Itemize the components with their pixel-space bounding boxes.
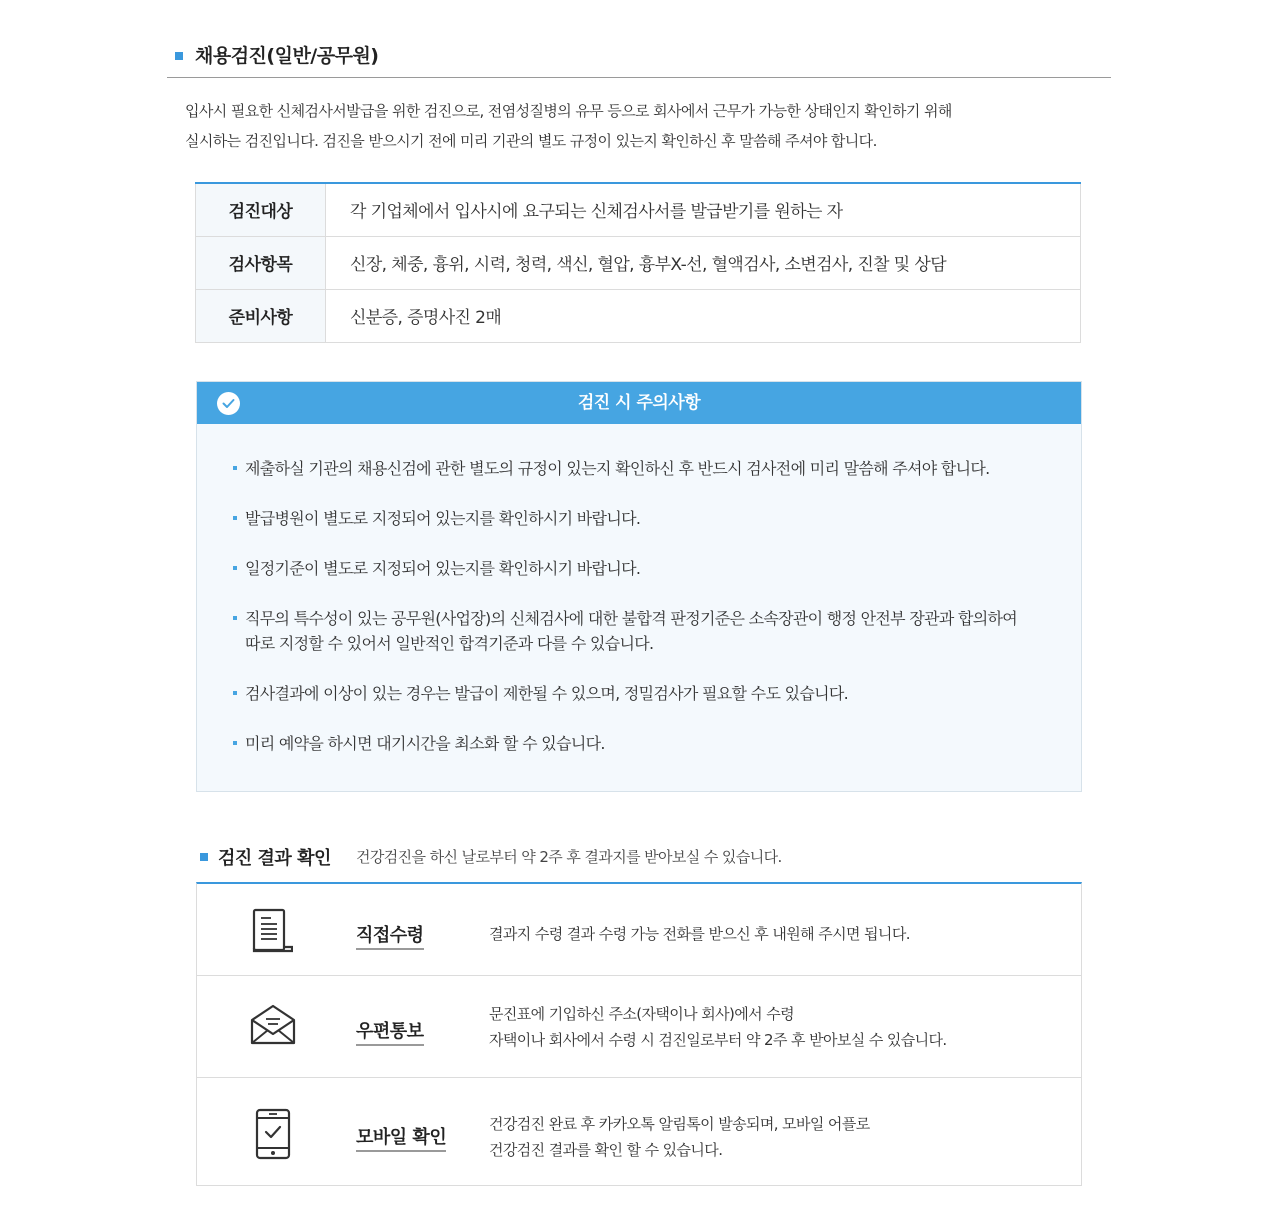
table-row — [196, 289, 1081, 342]
description-line: 자택이나 회사에서 수령 시 검진일로부터 약 2주 후 받아보실 수 있습니다. — [489, 1031, 947, 1049]
description-line: 건강검진 완료 후 카카오톡 알림톡이 발송되며, 모바일 어플로 — [489, 1115, 870, 1133]
list-item — [233, 456, 1063, 481]
list-item — [233, 506, 1063, 531]
bullet-icon — [233, 691, 237, 695]
list-item-text: 직무의 특수성이 있는 공무원(사업장)의 신체검사에 대한 불합격 판정기준은 소속장관이 행정 안전부 장관과 합의하여 — [245, 609, 1018, 628]
results-title: 검진 결과 확인 — [218, 848, 331, 869]
intro-line: 실시하는 검진입니다. 검진을 받으시기 전에 미리 기관의 별도 규정이 있는지 확인하신 후 말씀해 주셔야 합니다. — [185, 132, 877, 150]
list-item — [233, 731, 1063, 756]
list-item-text: 발급병원이 별도로 지정되어 있는지를 확인하시기 바랍니다. — [245, 509, 641, 528]
list-item-text: 일정기준이 별도로 지정되어 있는지를 확인하시기 바랍니다. — [245, 559, 641, 578]
description-line: 건강검진 결과를 확인 할 수 있습니다. — [489, 1141, 723, 1159]
bullet-icon — [233, 741, 237, 745]
mail-icon — [249, 1002, 297, 1050]
list-item-text: 검사결과에 이상이 있는 경우는 발급이 제한될 수 있으며, 정밀검사가 필요할 수도 있습니다. — [245, 684, 848, 703]
bullet-icon — [233, 616, 237, 620]
list-item — [233, 556, 1063, 581]
check-circle-icon — [217, 392, 240, 415]
list-item-text: 제출하실 기관의 채용신검에 관한 별도의 규정이 있는지 확인하신 후 반드시 검사전에 미리 말씀해 주셔야 합니다. — [245, 459, 990, 478]
table-value-cell: 신분증, 증명사진 2매 — [326, 289, 1081, 342]
description-line: 결과지 수령 결과 수령 가능 전화를 받으신 후 내원해 주시면 됩니다. — [489, 925, 910, 943]
results-table — [196, 882, 1082, 1186]
result-method-description — [489, 921, 910, 947]
document-icon — [249, 908, 293, 958]
square-bullet-icon — [175, 52, 183, 60]
notice-title: 검진 시 주의사항 — [577, 393, 701, 413]
results-header — [196, 840, 1082, 882]
list-item-text: 따로 지정할 수 있어서 일반적인 합격기준과 다를 수 있습니다. — [245, 634, 654, 653]
result-method-label: 모바일 확인 — [356, 1123, 446, 1152]
intro-text — [185, 96, 1085, 156]
list-item-text: 미리 예약을 하시면 대기시간을 최소화 할 수 있습니다. — [245, 734, 605, 753]
square-bullet-icon — [200, 853, 208, 861]
result-method-description — [489, 1111, 870, 1163]
checkup-info-table — [195, 182, 1081, 343]
description-line: 문진표에 기입하신 주소(자택이나 회사)에서 수령 — [489, 1005, 794, 1023]
page-title: 채용검진(일반/공무원) — [195, 45, 379, 67]
intro-line: 입사시 필요한 신체검사서발급을 위한 검진으로, 전염성질병의 유무 등으로 회사에서 근무가 가능한 상태인지 확인하기 위해 — [185, 102, 952, 120]
list-item — [233, 606, 1063, 656]
notice-list — [233, 456, 1063, 781]
notice-header — [197, 382, 1081, 424]
table-value-cell: 신장, 체중, 흉위, 시력, 청력, 색신, 혈압, 흉부X-선, 혈액검사, 소변검사, 진찰 및 상담 — [326, 236, 1081, 289]
table-row — [196, 183, 1081, 236]
list-item — [233, 681, 1063, 706]
bullet-icon — [233, 516, 237, 520]
result-method-description — [489, 1001, 947, 1053]
mobile-check-icon — [249, 1108, 293, 1164]
result-method-label: 직접수령 — [356, 921, 424, 950]
bullet-icon — [233, 566, 237, 570]
table-row — [196, 236, 1081, 289]
result-row-mail — [197, 976, 1081, 1078]
table-header-cell: 검진대상 — [196, 183, 326, 236]
notice-box — [196, 381, 1082, 792]
section-header — [167, 36, 1111, 78]
result-method-label: 우편통보 — [356, 1017, 424, 1046]
table-header-cell: 준비사항 — [196, 289, 326, 342]
result-row-direct — [197, 884, 1081, 976]
result-row-mobile — [197, 1078, 1081, 1186]
table-value-cell: 각 기업체에서 입사시에 요구되는 신체검사서를 발급받기를 원하는 자 — [326, 183, 1081, 236]
results-description: 건강검진을 하신 날로부터 약 2주 후 결과지를 받아보실 수 있습니다. — [356, 848, 782, 866]
bullet-icon — [233, 466, 237, 470]
table-header-cell: 검사항목 — [196, 236, 326, 289]
